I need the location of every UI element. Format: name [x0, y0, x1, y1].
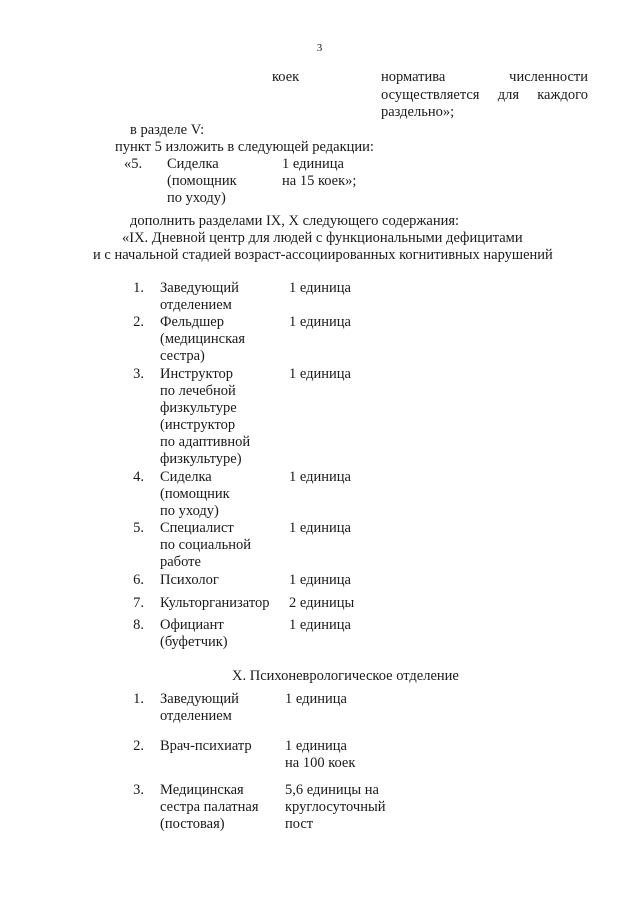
- list-item-value: [285, 782, 385, 833]
- page-number: 3: [316, 42, 323, 54]
- list-item-name: [160, 782, 259, 833]
- fragment-right-line2: [381, 87, 588, 104]
- list-item-number: 5.: [133, 520, 144, 536]
- list-item-name: [160, 314, 245, 365]
- fragment-word: для: [497, 87, 519, 103]
- name-line: по лечебной: [160, 383, 236, 399]
- list-item-value: 1 единица: [289, 366, 351, 382]
- name-line: Медицинская: [160, 782, 244, 798]
- name-line: работе: [160, 554, 201, 570]
- supplement-intro: дополнить разделами IX, X следующего содержания:: [130, 213, 460, 229]
- name-line: Культорганизатор: [160, 595, 270, 611]
- list-item-number: 2.: [133, 314, 144, 330]
- name-line: по уходу): [160, 503, 219, 519]
- section-ix-title-line1: «IX. Дневной центр для людей с функциональными дефицитами: [122, 230, 523, 246]
- value-line: 5,6 единицы на: [285, 782, 379, 798]
- name-line: сестра палатная: [160, 799, 259, 815]
- list-item-number: 6.: [133, 572, 144, 588]
- list-item-number: 7.: [133, 595, 144, 611]
- list-item-number: 3.: [133, 782, 144, 798]
- list-item-name: [160, 366, 250, 468]
- list-item-number: 1.: [133, 691, 144, 707]
- point5-name: [167, 156, 237, 207]
- name-line: физкультуре): [160, 451, 242, 467]
- fragment-left-text: коек: [272, 69, 300, 85]
- list-item-value: 1 единица: [289, 314, 351, 330]
- section-v-intro: в разделе V:: [130, 122, 205, 138]
- list-item-value: [285, 738, 355, 772]
- list-item-name: [160, 691, 239, 725]
- point5-name-line: Сиделка: [167, 156, 219, 172]
- fragment-word: осуществляется: [381, 87, 480, 103]
- point5-number: «5.: [124, 156, 143, 172]
- name-line: Официант: [160, 617, 224, 633]
- list-item-number: 1.: [133, 280, 144, 296]
- name-line: отделением: [160, 297, 232, 313]
- name-line: Сиделка: [160, 469, 212, 485]
- list-item-name: [160, 469, 230, 520]
- point5-value-line: на 15 коек»;: [282, 173, 357, 189]
- name-line: (медицинская: [160, 331, 246, 347]
- name-line: (буфетчик): [160, 634, 228, 650]
- list-item-number: 2.: [133, 738, 144, 754]
- fragment-right-line1: [381, 69, 588, 86]
- name-line: Заведующий: [160, 691, 239, 707]
- name-line: физкультуре: [160, 400, 237, 416]
- fragment-word: каждого: [537, 87, 588, 103]
- point5-name-line: (помощник: [167, 173, 237, 189]
- name-line: Инструктор: [160, 366, 233, 382]
- point5-value: [282, 156, 356, 190]
- value-line: на 100 коек: [285, 755, 356, 771]
- list-item-value: 1 единица: [289, 469, 351, 485]
- name-line: по социальной: [160, 537, 252, 553]
- value-line: круглосуточный: [285, 799, 386, 815]
- list-item-value: 2 единицы: [289, 595, 355, 611]
- list-item-name: [160, 280, 239, 314]
- fragment-word: численности: [509, 69, 588, 85]
- section-x-title: X. Психоневрологическое отделение: [232, 668, 459, 684]
- list-item-value: 1 единица: [285, 691, 347, 707]
- section-ix-title-line2: и с начальной стадией возраст-ассоциированных когнитивных нарушений: [93, 247, 553, 263]
- name-line: Специалист: [160, 520, 234, 536]
- list-item-number: 3.: [133, 366, 144, 382]
- list-item-number: 4.: [133, 469, 144, 485]
- list-item-name: [160, 617, 228, 651]
- point5-name-line: по уходу): [167, 190, 226, 206]
- point5-intro: пункт 5 изложить в следующей редакции:: [115, 139, 374, 155]
- name-line: Врач-психиатр: [160, 738, 252, 754]
- name-line: по адаптивной: [160, 434, 251, 450]
- list-item-value: 1 единица: [289, 280, 351, 296]
- name-line: Фельдшер: [160, 314, 224, 330]
- name-line: (постовая): [160, 816, 225, 832]
- name-line: (инструктор: [160, 417, 236, 433]
- list-item-name: [160, 520, 251, 571]
- fragment-word: норматива: [381, 69, 446, 85]
- name-line: Психолог: [160, 572, 219, 588]
- name-line: отделением: [160, 708, 232, 724]
- value-line: пост: [285, 816, 314, 832]
- name-line: Заведующий: [160, 280, 239, 296]
- name-line: сестра): [160, 348, 205, 364]
- point5-value-line: 1 единица: [282, 156, 344, 172]
- list-item-value: 1 единица: [289, 617, 351, 633]
- list-item-value: 1 единица: [289, 572, 351, 588]
- list-item-name: [160, 595, 269, 612]
- fragment-right-line3: раздельно»;: [381, 104, 455, 120]
- list-item-value: 1 единица: [289, 520, 351, 536]
- value-line: 1 единица: [285, 738, 347, 754]
- list-item-name: [160, 572, 219, 589]
- list-item-number: 8.: [133, 617, 144, 633]
- list-item-name: [160, 738, 252, 755]
- name-line: (помощник: [160, 486, 230, 502]
